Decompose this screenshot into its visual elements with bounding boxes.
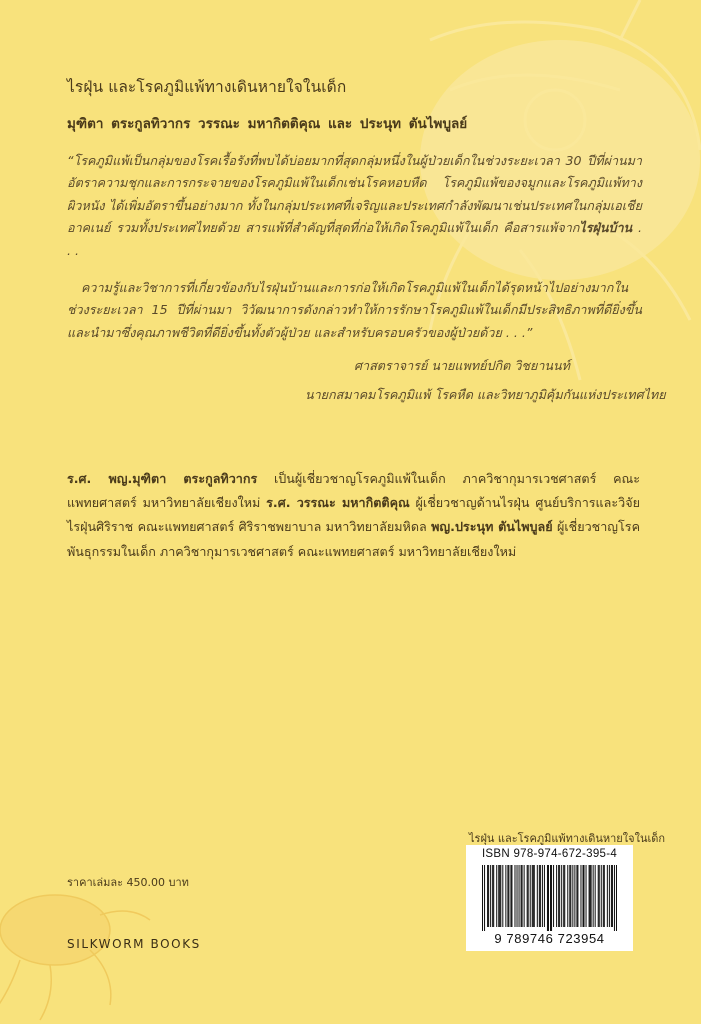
barcode-bar	[528, 865, 529, 927]
barcode-bar	[493, 865, 494, 927]
barcode-bar	[551, 865, 552, 931]
barcode-bar	[502, 865, 503, 927]
barcode-bar	[507, 865, 508, 927]
barcode-bar	[612, 865, 613, 927]
author-1-name: ร.ศ. พญ.มุฑิตา ตระกูลทิวากร	[67, 471, 258, 486]
barcode-bar	[574, 865, 575, 927]
barcode-bar	[514, 865, 515, 927]
barcode-bar	[603, 865, 604, 927]
barcode-bar	[499, 865, 500, 927]
author-3-description: ผู้เชี่ยวชาญโรคพันธุกรรมในเด็ก ภาควิชากุมารเวชศาสตร์ คณะแพทยศาสตร์ มหาวิทยาลัยเชียงใหม่	[67, 519, 640, 559]
barcode-book-title: ไรฝุ่น และโรคภูมิแพ้ทางเดินหายใจในเด็ก	[469, 832, 666, 845]
author-1-description: เป็นผู้เชี่ยวชาญโรคภูมิแพ้ในเด็ก ภาควิชากุมารเวชศาสตร์ คณะแพทยศาสตร์ มหาวิทยาลัยเชียงใหม่	[67, 471, 640, 511]
endorsement-text: “โรคภูมิแพ้เป็นกลุ่มของโรคเรื้อรังที่พบได้บ่อยมากที่สุดกลุ่มหนึ่งในผู้ป่วยเด็กในช่วงระยะเวลา 30 ปีที่ผ่านมา อัตราความชุกและการกระจายของโรคภูมิแพ้ในเด็กเช่นโรคหอบหืด โรคภูมิแพ้ของจมูกและโรคภูมิแพ้ทางผิวหนัง ได้เพิ่มอัตราขึ้นอย่างมาก ทั้งในกลุ่มประเทศที่เจริญและประเทศกำลังพัฒนาเช่นประเทศในกลุ่มเอเชียอาคเนย์ รวมทั้งประเทศไทยด้วย สารแพ้ที่สำคัญที่สุดที่ก่อให้เกิดโรคภูมิแพ้ในเด็ก คือสารแพ้จาก	[67, 153, 642, 236]
barcode-bar	[567, 865, 568, 927]
barcode-bar	[609, 865, 610, 927]
barcode-bar	[542, 865, 543, 927]
barcode-bar	[586, 865, 587, 927]
isbn-number: ISBN 978-974-672-395-4	[481, 848, 618, 860]
barcode-bar	[569, 865, 570, 927]
barcode-bar	[598, 865, 599, 927]
barcode-bar	[599, 865, 600, 927]
barcode-bar	[595, 865, 596, 927]
barcode-bar	[561, 865, 562, 927]
barcode-bar	[521, 865, 522, 927]
barcode-bar	[488, 865, 489, 927]
barcode-bar	[590, 865, 591, 927]
endorsement-ellipsis: . . .	[67, 220, 642, 258]
barcode-bar	[534, 865, 535, 927]
barcode-bar	[522, 865, 523, 927]
barcode-bar	[517, 865, 518, 927]
barcode-bar	[563, 865, 564, 927]
barcode-bar	[564, 865, 565, 927]
barcode-bar	[540, 865, 541, 927]
author-2-name: ร.ศ. วรรณะ มหากิตติคุณ	[266, 495, 410, 511]
barcode-bar	[527, 865, 528, 927]
endorser-role: นายกสมาคมโรคภูมิแพ้ โรคหืด และวิทยาภูมิคุ้มกันแห่งประเทศไทย	[305, 387, 666, 402]
endorsement-paragraph-1	[67, 150, 642, 262]
book-title: ไรฝุ่น และโรคภูมิแพ้ทางเดินหายใจในเด็ก	[67, 78, 347, 96]
barcode-bar	[548, 865, 549, 931]
barcode-bar	[498, 865, 499, 927]
barcode-bar	[544, 865, 545, 927]
barcode-bar	[611, 865, 612, 927]
barcode-bar	[601, 865, 602, 927]
barcode-bar	[539, 865, 540, 927]
barcode-bar	[530, 865, 531, 927]
price-label: ราคาเล่มละ 450.00 บาท	[67, 876, 189, 889]
endorsement-paragraph-2: ความรู้และวิชาการที่เกี่ยวข้องกับไรฝุ่นบ้านและการก่อให้เกิดโรคภูมิแพ้ในเด็กได้รุดหน้าไปอย่างมากในช่วงระยะเวลา 15 ปีที่ผ่านมา วิวัฒนาการดังกล่าวทำให้การรักษาโรคภูมิแพ้ในเด็กมีประสิทธิภาพที่ดียิ่งขึ้นและนำมาซึ่งคุณภาพชีวิตที่ดียิ่งขึ้นทั้งตัวผู้ป่วย และสำหรับครอบครัวของผู้ป่วยด้วย . . .”	[67, 280, 642, 340]
barcode-bar	[616, 865, 617, 931]
barcode-bar	[500, 865, 501, 927]
barcode-bar	[604, 865, 605, 927]
author-2-description: ผู้เชี่ยวชาญด้านไรฝุ่น ศูนย์บริการและวิจัยไรฝุ่นศิริราช คณะแพทยศาสตร์ ศิริราชพยาบาล มหาวิทยาลัยมหิดล	[67, 495, 640, 535]
barcode-bar	[591, 865, 592, 927]
barcode-bar	[593, 865, 594, 927]
barcode-bar	[533, 865, 534, 927]
barcode-bars	[482, 865, 617, 931]
barcode-bar	[510, 865, 511, 927]
barcode-bar	[607, 865, 608, 927]
barcode-bar	[511, 865, 512, 927]
barcode-bar	[524, 865, 525, 927]
barcode-bar	[584, 865, 585, 927]
ean-digits: 9 789746 723954	[494, 931, 605, 946]
barcode-bar	[550, 865, 551, 931]
barcode-bar	[532, 865, 533, 927]
barcode-bar	[556, 865, 557, 927]
publisher-name: SILKWORM BOOKS	[67, 937, 201, 951]
barcode-bar	[487, 865, 488, 927]
barcode-bar	[553, 865, 554, 927]
barcode-bar	[519, 865, 520, 927]
barcode-bar	[570, 865, 571, 927]
barcode-bar	[614, 865, 615, 931]
barcode-bar	[582, 865, 583, 927]
barcode-bar	[508, 865, 509, 927]
barcode-bar	[482, 865, 483, 931]
endorser-name: ศาสตราจารย์ นายแพทย์ปกิต วิชยานนท์	[354, 358, 570, 373]
barcode-bar	[558, 865, 559, 927]
barcode-bar	[537, 865, 538, 927]
barcode-bar	[492, 865, 493, 927]
barcode-bar	[577, 865, 578, 927]
author-list: มุฑิตา ตระกูลทิวากร วรรณะ มหากิตติคุณ และ ประนุท ตันไพบูลย์	[67, 116, 468, 132]
barcode-bar	[496, 865, 497, 927]
author-biographies	[67, 467, 640, 564]
barcode-bar	[576, 865, 577, 927]
barcode-bar	[580, 865, 581, 927]
isbn-barcode	[466, 845, 633, 951]
author-3-name: พญ.ประนุท ตันไพบูลย์	[431, 519, 553, 535]
barcode-bar	[589, 865, 590, 927]
barcode-bar	[547, 865, 548, 931]
barcode-bar	[559, 865, 560, 927]
barcode-bar	[572, 865, 573, 927]
barcode-bar	[505, 865, 506, 927]
endorsement-emphasis: ไรฝุ่นบ้าน	[579, 220, 633, 236]
barcode-bar	[490, 865, 491, 927]
barcode-bar	[484, 865, 485, 931]
